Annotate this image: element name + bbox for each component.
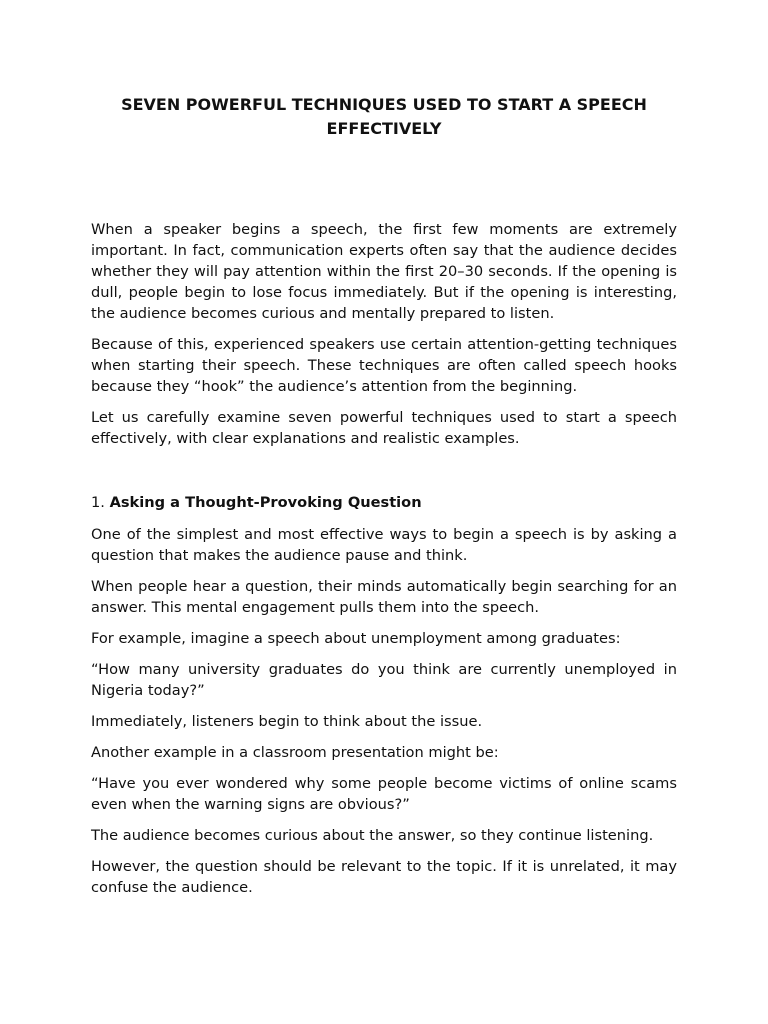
intro-paragraph-2: Because of this, experienced speakers use certain attention-getting techniques when starting their speech. These techniques are often called speech hooks because they “hook” the audience’s attention from the beginning. [91, 336, 677, 395]
section-paragraph-6: Another example in a classroom presentation might be: [91, 744, 499, 761]
section-paragraph-3: For example, imagine a speech about unemployment among graduates: [91, 630, 621, 647]
intro-paragraph-1: When a speaker begins a speech, the first few moments are extremely important. In fact, communication experts often say that the audience decides whether they will pay attention within the first 20–30 seconds. If the opening is dull, people begin to lose focus immediately. But if the opening is interesting, the audience becomes curious and mentally prepared to listen. [91, 221, 677, 322]
section-paragraph-8: The audience becomes curious about the answer, so they continue listening. [91, 827, 654, 844]
section-paragraph-9: However, the question should be relevant to the topic. If it is unrelated, it may confuse the audience. [91, 858, 677, 896]
section-example-quote-2: “Have you ever wondered why some people become victims of online scams even when the warning signs are obvious?” [91, 775, 677, 813]
section-heading-text: Asking a Thought-Provoking Question [109, 494, 422, 511]
section-paragraph-5: Immediately, listeners begin to think about the issue. [91, 713, 483, 730]
intro-paragraph-3: Let us carefully examine seven powerful techniques used to start a speech effectively, with clear explanations and realistic examples. [91, 409, 677, 447]
document-title: SEVEN POWERFUL TECHNIQUES USED TO START A SPEECH EFFECTIVELY [121, 95, 647, 138]
section-example-quote-1: “How many university graduates do you think are currently unemployed in Nigeria today?” [91, 661, 677, 699]
section-number: 1. [91, 494, 105, 511]
section-heading [91, 492, 677, 513]
section-paragraph-2: When people hear a question, their minds automatically begin searching for an answer. This mental engagement pulls them into the speech. [91, 578, 677, 616]
document-body [91, 219, 677, 908]
section-paragraph-1: One of the simplest and most effective ways to begin a speech is by asking a question that makes the audience pause and think. [91, 526, 677, 564]
